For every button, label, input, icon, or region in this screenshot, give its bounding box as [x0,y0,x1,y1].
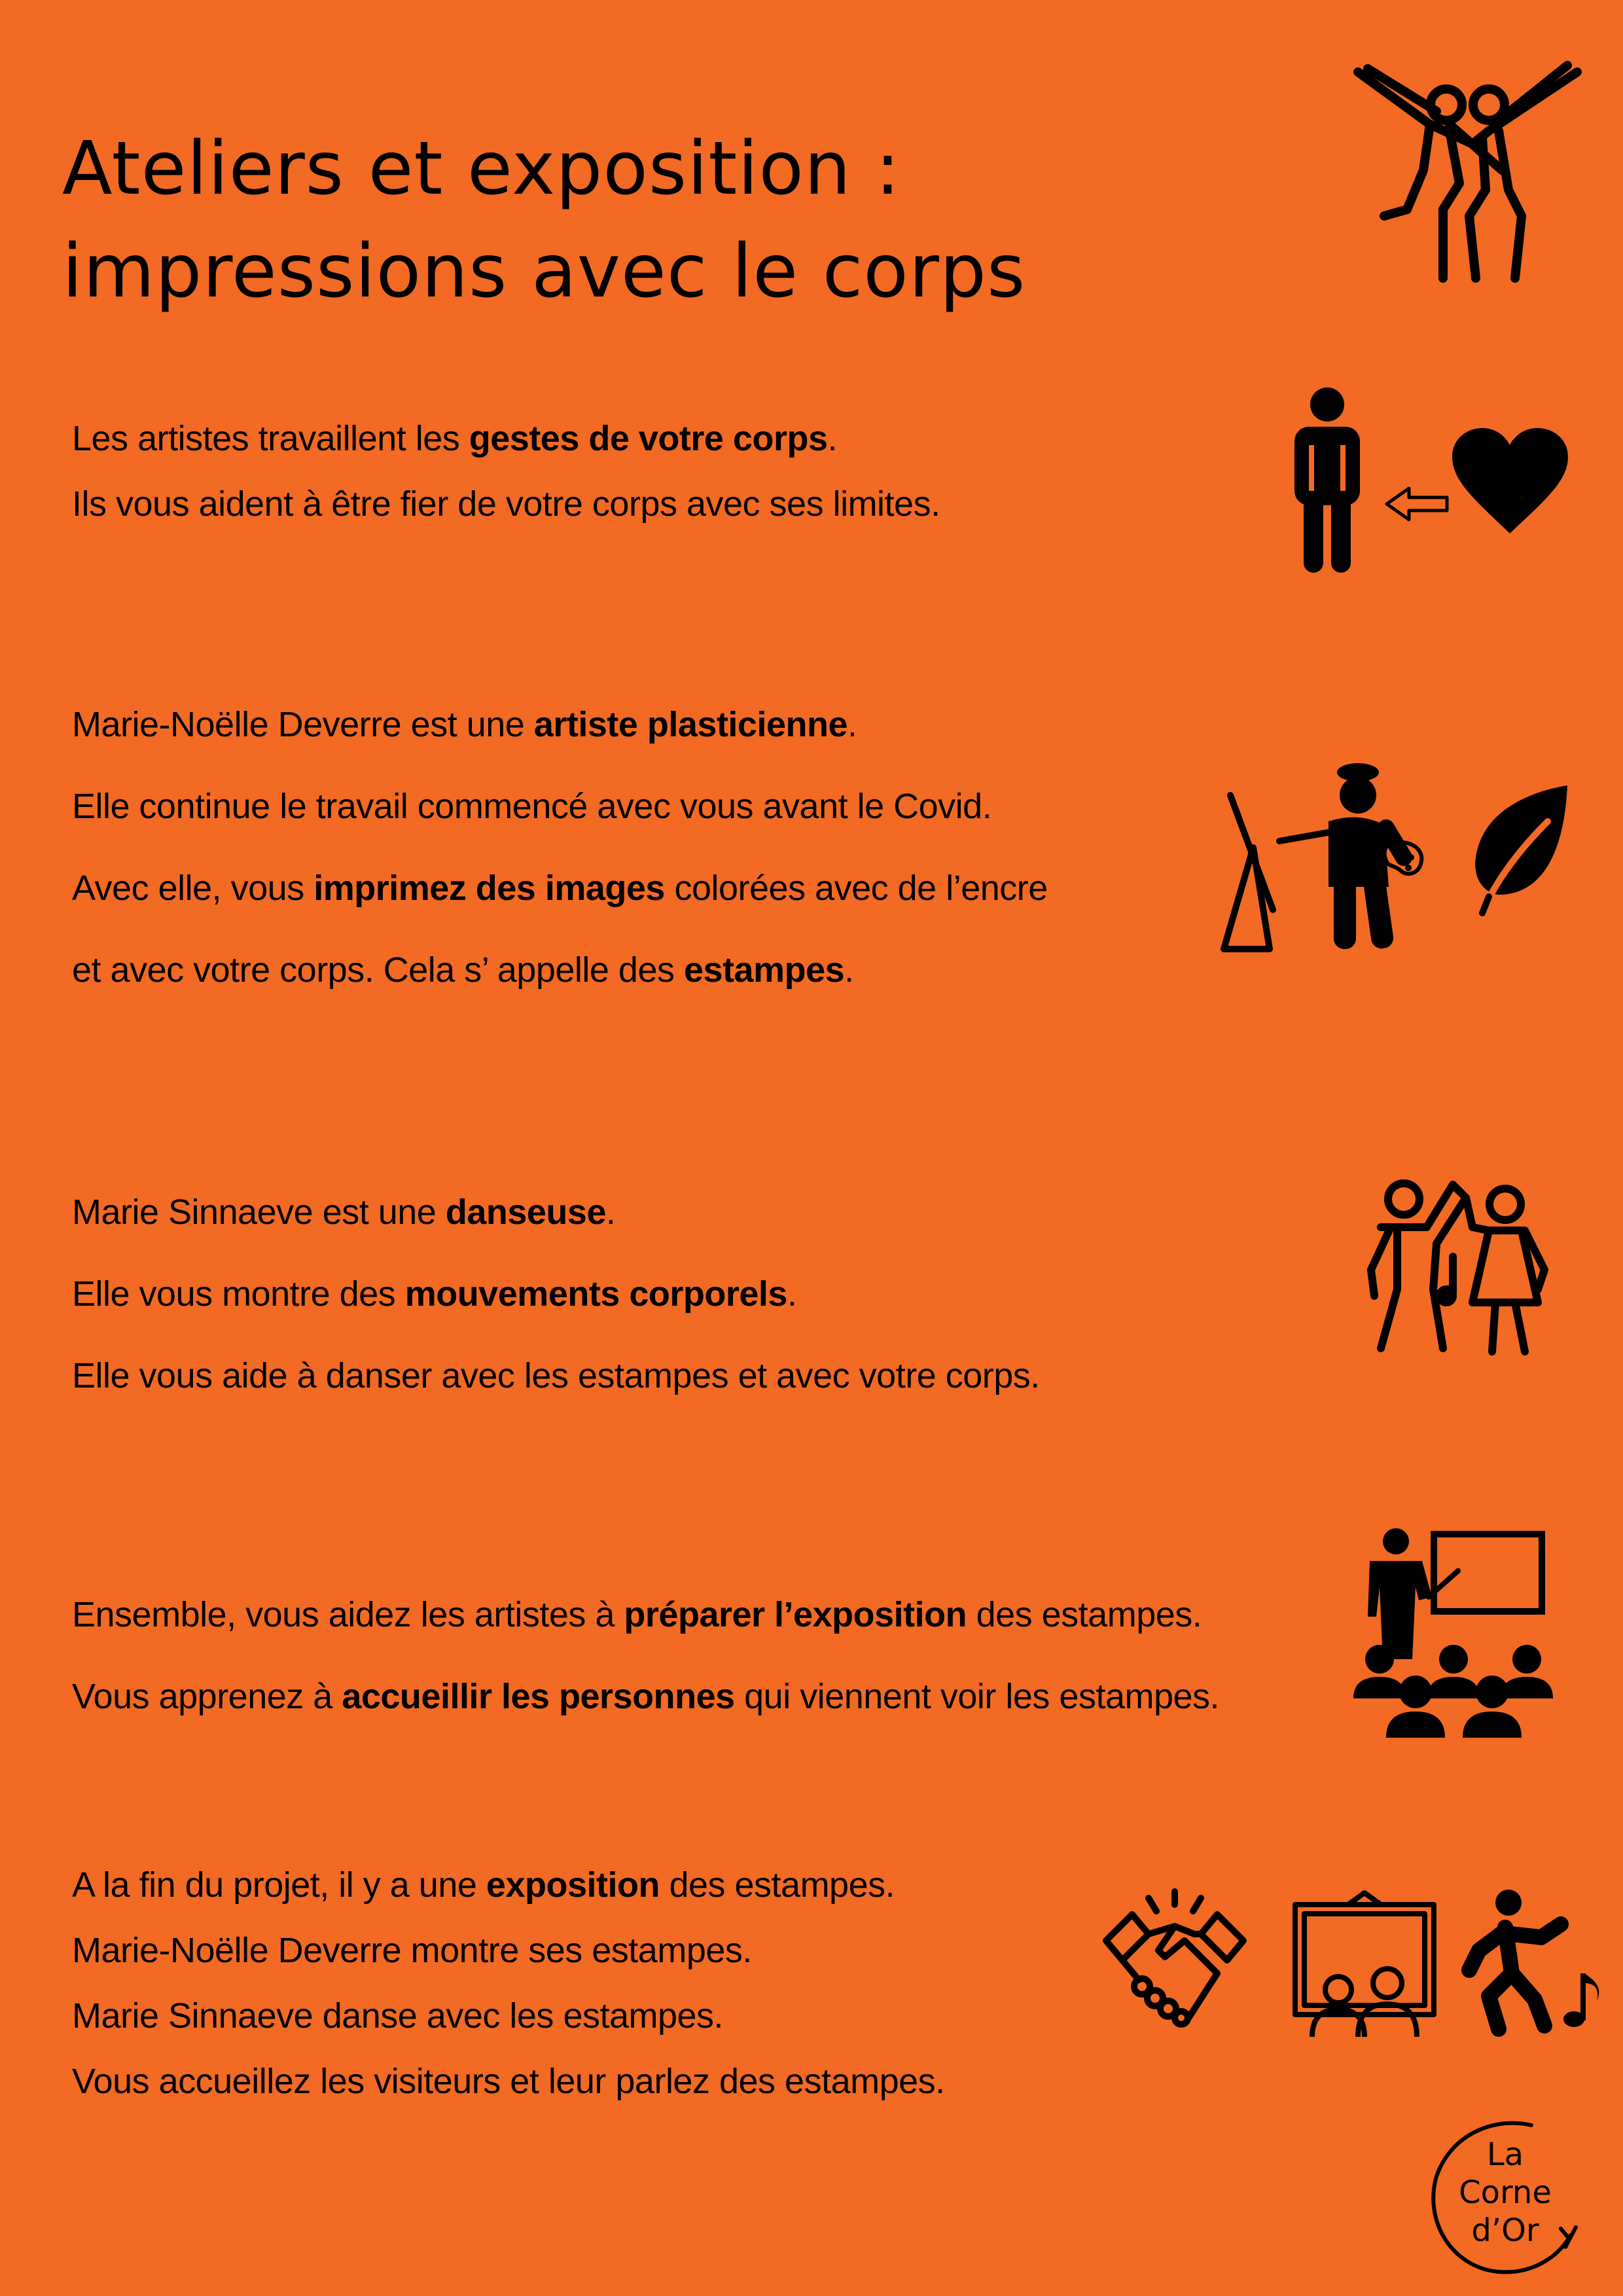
exhibition-viewers-icon [1293,1892,1436,2039]
text-segment: Vous apprenez à [72,1677,342,1716]
text-segment: et avec votre corps. Cela s’ appelle des [72,950,684,990]
la-corne-dor-logo [1427,2117,1584,2274]
title-line-2: impressions avec le corps [62,229,1026,314]
text-line [72,848,1048,929]
text-line [72,929,1048,1011]
person-icon [1289,386,1368,576]
text-line [72,766,1048,848]
logo-text [1427,2136,1584,2250]
text-segment: . [827,419,838,458]
text-segment: A la fin du projet, il y a une [72,1865,486,1905]
text-line [72,406,940,471]
leaf-icon [1469,782,1574,916]
text-segment: Avec elle, vous [72,869,314,908]
section-plastic-artist [72,684,1048,1011]
section-dancer [72,1172,1040,1417]
text-segment: Marie Sinnaeve est une [72,1193,446,1232]
bold-phrase: gestes de votre corps [469,419,828,458]
bold-phrase: préparer l’exposition [624,1595,967,1634]
text-segment: qui viennent voir les estampes. [734,1677,1220,1716]
handshake-icon [1103,1888,1247,2026]
heart-icon [1450,425,1571,537]
text-segment: Vous accueillez les visiteurs et leur parlez des estampes. [72,2062,945,2101]
text-segment: Elle vous montre des [72,1274,405,1314]
text-line [72,1253,1040,1335]
dancing-pair-icon [1351,59,1587,288]
text-segment: . [847,705,857,744]
dancing-couple-icon [1361,1178,1554,1358]
text-segment: . [787,1274,797,1314]
text-line [72,1656,1219,1738]
text-segment: colorées avec de l’encre [664,869,1048,908]
bold-phrase: artiste plasticienne [533,705,848,744]
page-title [62,118,1026,323]
text-line [72,684,1048,766]
text-segment: Elle continue le travail commencé avec vous avant le Covid. [72,787,992,826]
text-line [72,1918,945,1983]
text-segment: des estampes. [967,1595,1202,1634]
text-line [72,1335,1040,1417]
bold-phrase: imprimez des images [313,869,665,908]
text-segment: Marie-Noëlle Deverre est une [72,705,534,744]
text-segment: Ils vous aident à être fier de votre corps avec ses limites. [72,484,940,524]
text-segment: Les artistes travaillent les [72,419,469,458]
logo-line-1: La [1486,2136,1524,2173]
text-segment: . [605,1193,616,1232]
text-line [72,1574,1219,1656]
painter-at-easel-icon [1217,759,1433,956]
bold-phrase: estampes [684,950,845,990]
text-segment: Marie-Noëlle Deverre montre ses estampes. [72,1931,752,1970]
text-segment: Ensemble, vous aidez les artistes à [72,1595,624,1634]
text-segment: des estampes. [659,1865,895,1905]
section-final-exhibition [72,1852,945,2114]
section-prepare-exhibition [72,1574,1219,1738]
dancer-music-icon [1463,1888,1603,2039]
bold-phrase: exposition [486,1865,660,1905]
title-line-1: Ateliers et exposition : [62,126,901,211]
text-line [72,471,940,537]
logo-line-3: d’Or [1471,2212,1539,2249]
text-line [72,1172,1040,1253]
text-line [72,2049,945,2114]
text-line [72,1852,945,1918]
text-segment: . [844,950,854,990]
bold-phrase: accueillir les personnes [342,1677,735,1716]
text-segment: Marie Sinnaeve danse avec les estampes. [72,1996,724,2036]
bold-phrase: mouvements corporels [404,1274,787,1314]
section-body-gestures [72,406,940,537]
presentation-audience-icon [1347,1525,1560,1738]
text-segment: Elle vous aide à danser avec les estampes et avec votre corps. [72,1356,1040,1395]
left-arrow-icon [1384,486,1450,522]
text-line [72,1983,945,2049]
logo-line-2: Corne [1459,2174,1552,2211]
bold-phrase: danseuse [445,1193,606,1232]
